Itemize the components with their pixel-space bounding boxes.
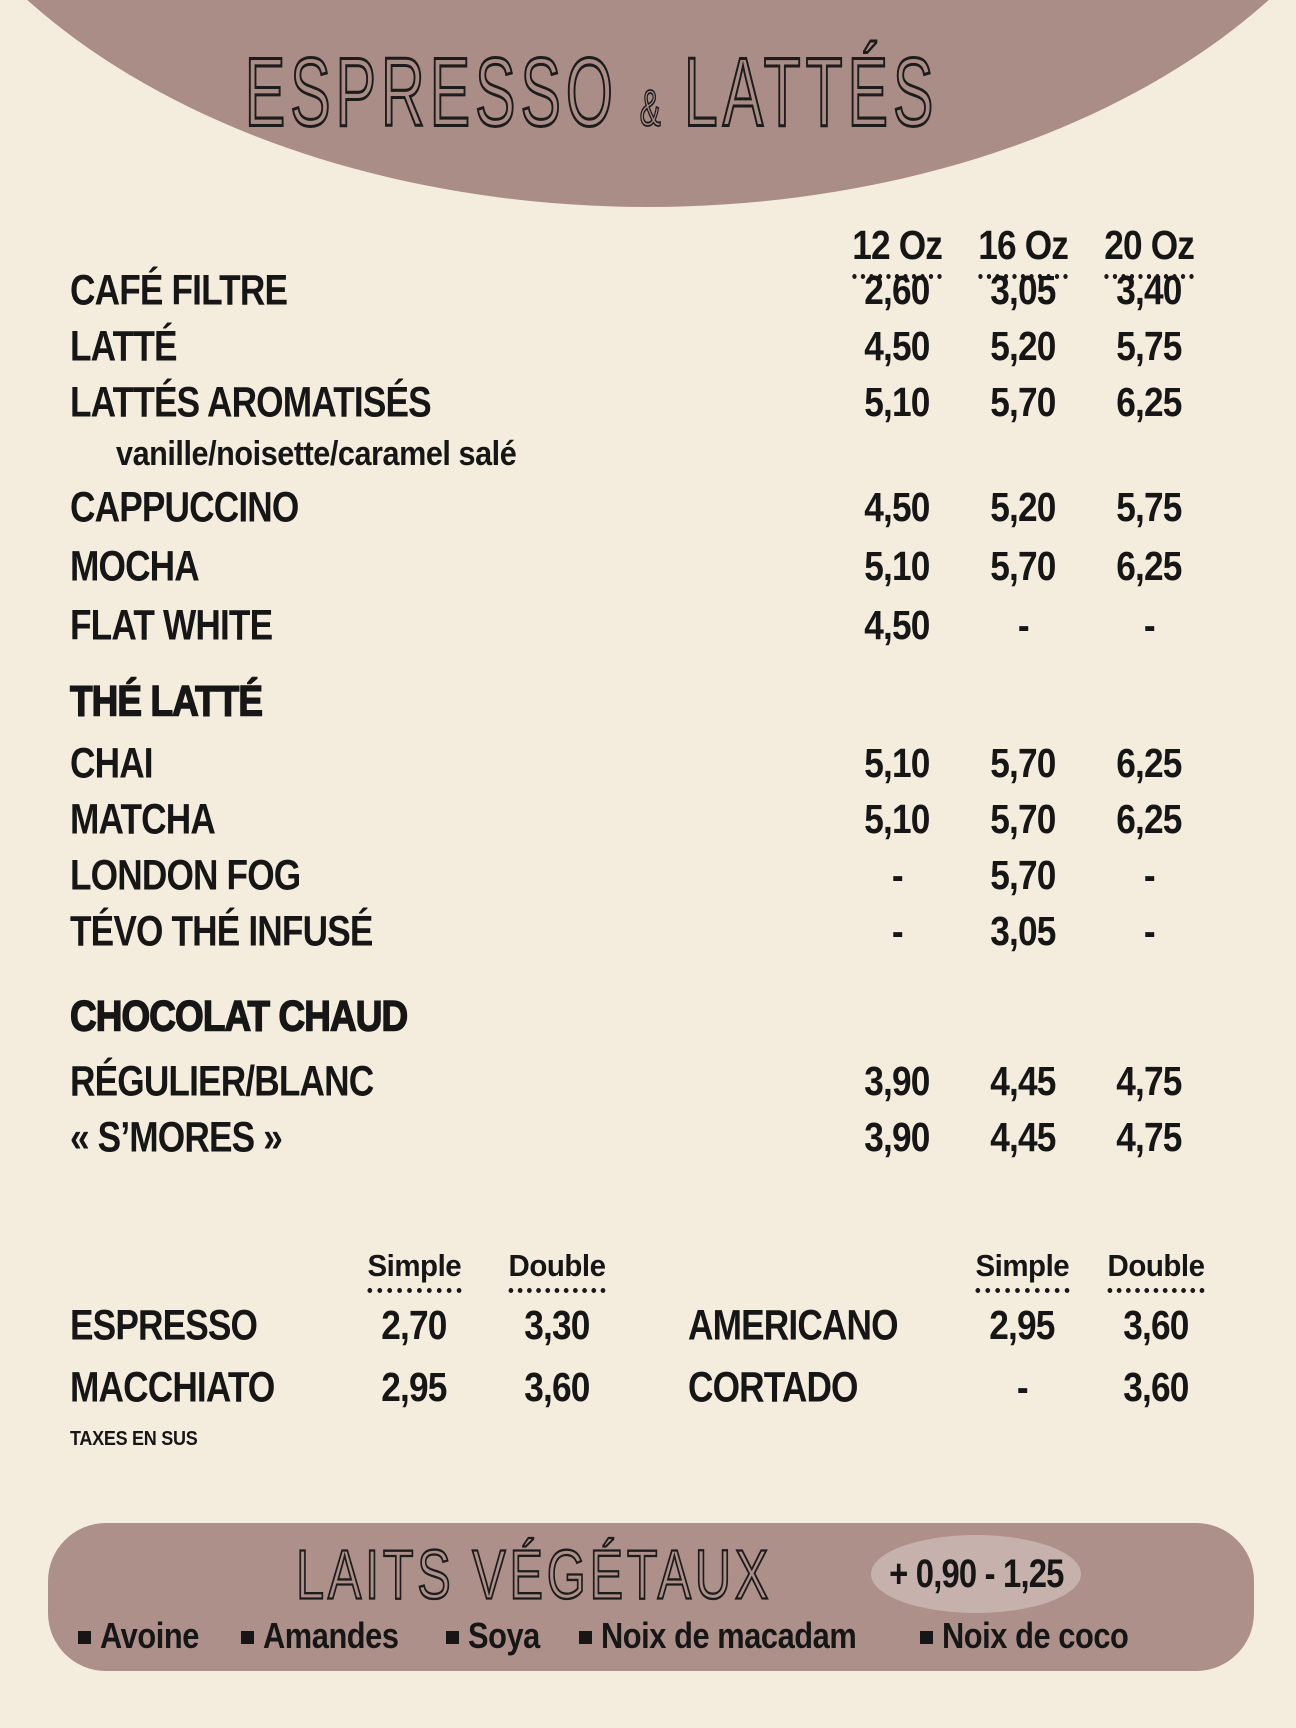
- milk-option: [446, 1617, 550, 1657]
- column-header-double: Double: [488, 1248, 626, 1293]
- item-name-text: CAFÉ FILTRE: [70, 265, 288, 314]
- menu-item-row: [70, 537, 1212, 596]
- price-value: 4,50: [864, 322, 930, 369]
- column-header-simple: Simple: [968, 1248, 1076, 1293]
- item-name-text: MOCHA: [70, 541, 199, 591]
- price-value: 4,45: [990, 1057, 1056, 1104]
- item-name-text: vanille/noisette/caramel salé: [116, 434, 517, 473]
- item-name-text: MATCHA: [70, 794, 215, 843]
- shot-name-text: CORTADO: [688, 1362, 858, 1411]
- item-name: [70, 543, 834, 590]
- section-header-row: [70, 655, 1212, 735]
- price-cell-20oz: [1086, 1114, 1212, 1161]
- milk-option-label: Noix de coco: [942, 1616, 1129, 1657]
- price-cell-20oz: [1086, 1058, 1212, 1105]
- shot-price-simple: [968, 1364, 1076, 1411]
- page-title-text: [245, 36, 938, 149]
- price-cell-16oz: [960, 484, 1086, 531]
- price-value: 5,10: [864, 795, 930, 842]
- milk-option-label: Soya: [468, 1616, 541, 1657]
- price-value: -: [1143, 907, 1155, 954]
- menu-item-row: [70, 430, 1212, 478]
- square-bullet-icon: [78, 1631, 91, 1644]
- item-name-text: « S’MORES »: [70, 1112, 282, 1161]
- price-value: 5,70: [990, 543, 1056, 589]
- price-cell-12oz: [834, 379, 960, 426]
- title-lattes: LATTÉS: [684, 37, 939, 147]
- column-header-16oz: 16 Oz: [960, 222, 1086, 279]
- price-value: 4,75: [1116, 1057, 1182, 1104]
- square-bullet-icon: [446, 1631, 459, 1644]
- column-header-double: Double: [1076, 1248, 1236, 1293]
- price-cell-16oz: [960, 796, 1086, 843]
- price-value: -: [1016, 1363, 1028, 1410]
- banner-title: LAITS VÉGÉTAUX: [296, 1534, 772, 1614]
- item-name-text: LATTÉ: [70, 321, 177, 370]
- shot-price-double: [488, 1364, 626, 1411]
- price-value: 3,05: [990, 266, 1056, 313]
- milk-option: [920, 1617, 1154, 1657]
- page-title: [0, 37, 1184, 147]
- price-value: 5,20: [990, 484, 1056, 530]
- price-value: 5,10: [864, 739, 930, 786]
- price-value: 5,75: [1116, 484, 1182, 530]
- menu-item-row: [70, 1053, 1212, 1109]
- column-header-20oz: 20 Oz: [1086, 222, 1212, 279]
- item-name: [70, 602, 834, 649]
- item-name-text: THÉ LATTÉ: [70, 676, 263, 725]
- section-header-row: [70, 959, 1212, 1053]
- milk-option-label: Avoine: [100, 1616, 199, 1657]
- price-value: -: [891, 851, 903, 898]
- menu-item-row: [70, 318, 1212, 374]
- price-value: 3,90: [864, 1113, 930, 1160]
- item-name-text: FLAT WHITE: [70, 600, 273, 650]
- menu-rows: [70, 262, 1212, 1165]
- price-cell-20oz: [1086, 740, 1212, 787]
- square-bullet-icon: [920, 1631, 933, 1644]
- size-columns-header: [70, 222, 1212, 268]
- price-cell-12oz: [834, 484, 960, 531]
- price-value: -: [1017, 602, 1029, 648]
- price-value: 6,25: [1116, 543, 1182, 589]
- item-name: [70, 993, 834, 1040]
- item-name: [70, 796, 834, 843]
- menu-item-row: [70, 1109, 1212, 1165]
- item-name-text: LONDON FOG: [70, 850, 301, 899]
- shot-name-text: ESPRESSO: [70, 1300, 258, 1349]
- taxes-footnote: TAXES EN SUS: [70, 1428, 198, 1450]
- shot-price-double: [488, 1302, 626, 1349]
- price-cell-20oz: [1086, 543, 1212, 590]
- item-name: [70, 678, 834, 725]
- shot-row: [688, 1356, 1236, 1418]
- price-cell-20oz: [1086, 484, 1212, 531]
- price-value: 3,30: [524, 1301, 590, 1348]
- price-value: 6,25: [1116, 378, 1182, 425]
- menu-item-row: [70, 596, 1212, 655]
- plant-milks-banner: [48, 1523, 1254, 1671]
- price-cell-16oz: [960, 1114, 1086, 1161]
- item-name: [70, 323, 834, 370]
- price-cell-20oz: [1086, 602, 1212, 649]
- price-value: 3,60: [1123, 1301, 1189, 1348]
- price-cell-16oz: [960, 323, 1086, 370]
- item-name-text: LATTÉS AROMATISÉS: [70, 377, 431, 426]
- price-value: 5,75: [1116, 322, 1182, 369]
- price-cell-12oz: [834, 602, 960, 649]
- banner-header: [48, 1531, 1254, 1617]
- milk-option: [241, 1617, 417, 1657]
- price-value: -: [1143, 851, 1155, 898]
- price-value: 3,60: [524, 1363, 590, 1410]
- item-name-text: RÉGULIER/BLANC: [70, 1056, 374, 1105]
- shot-row: [70, 1294, 626, 1356]
- shots-table-left: [70, 1248, 626, 1418]
- shot-row: [70, 1356, 626, 1418]
- price-value: 3,05: [990, 907, 1056, 954]
- shots-right-rows: [688, 1294, 1236, 1418]
- price-value: 2,95: [381, 1363, 447, 1410]
- item-name-text: TÉVO THÉ INFUSÉ: [70, 906, 373, 955]
- price-value: 5,70: [990, 739, 1056, 786]
- item-name: [70, 1114, 834, 1161]
- price-value: -: [891, 907, 903, 954]
- price-cell-12oz: [834, 908, 960, 955]
- shots-left-header: [70, 1248, 626, 1294]
- shot-name: [70, 1302, 340, 1349]
- shots-right-header: [688, 1248, 1236, 1294]
- item-flavours: [70, 435, 834, 474]
- price-value: 2,95: [989, 1301, 1055, 1348]
- menu-item-row: [70, 903, 1212, 959]
- shot-row: [688, 1294, 1236, 1356]
- shot-name: [70, 1364, 340, 1411]
- milk-option-label: Amandes: [263, 1616, 399, 1657]
- price-value: 2,60: [864, 266, 930, 313]
- item-name-text: CHAI: [70, 738, 153, 787]
- menu-item-row: [70, 791, 1212, 847]
- menu-item-row: [70, 262, 1212, 318]
- espresso-shots-section: [70, 1248, 1240, 1418]
- shot-name: [688, 1364, 968, 1411]
- shot-price-double: [1076, 1302, 1236, 1349]
- item-name: [70, 740, 834, 787]
- price-cell-16oz: [960, 1058, 1086, 1105]
- price-value: 6,25: [1116, 795, 1182, 842]
- price-value: 6,25: [1116, 739, 1182, 786]
- item-name: [70, 1058, 834, 1105]
- milk-option-label: Noix de macadam: [601, 1616, 857, 1657]
- drinks-price-table: [70, 222, 1212, 1165]
- shot-name-text: AMERICANO: [688, 1300, 898, 1349]
- shot-price-simple: [340, 1364, 488, 1411]
- shots-left-rows: [70, 1294, 626, 1418]
- price-value: 4,50: [864, 484, 930, 530]
- price-cell-16oz: [960, 852, 1086, 899]
- price-value: 3,90: [864, 1057, 930, 1104]
- price-cell-16oz: [960, 908, 1086, 955]
- shot-name: [688, 1302, 968, 1349]
- price-cell-20oz: [1086, 379, 1212, 426]
- price-value: 4,50: [864, 602, 930, 648]
- price-cell-20oz: [1086, 323, 1212, 370]
- price-value: 5,70: [990, 851, 1056, 898]
- price-value: 4,45: [990, 1113, 1056, 1160]
- item-name: [70, 379, 834, 426]
- price-cell-12oz: [834, 796, 960, 843]
- price-value: 5,10: [864, 543, 930, 589]
- title-espresso: ESPRESSO: [245, 37, 619, 147]
- column-header-12oz: 12 Oz: [834, 222, 960, 279]
- price-cell-12oz: [834, 543, 960, 590]
- price-value: 5,70: [990, 795, 1056, 842]
- price-cell-16oz: [960, 602, 1086, 649]
- price-cell-12oz: [834, 1114, 960, 1161]
- price-cell-16oz: [960, 379, 1086, 426]
- title-ampersand: &: [640, 80, 663, 138]
- shot-price-simple: [340, 1302, 488, 1349]
- price-cell-20oz: [1086, 852, 1212, 899]
- price-cell-12oz: [834, 323, 960, 370]
- price-badge-ellipse: [871, 1535, 1081, 1613]
- square-bullet-icon: [579, 1631, 592, 1644]
- price-value: 4,75: [1116, 1113, 1182, 1160]
- item-name: [70, 267, 834, 314]
- item-name: [70, 908, 834, 955]
- price-value: 3,60: [1123, 1363, 1189, 1410]
- item-name: [70, 852, 834, 899]
- badge-price-range: + 0,90 - 1,25: [888, 1551, 1064, 1596]
- price-cell-16oz: [960, 543, 1086, 590]
- menu-item-row: [70, 735, 1212, 791]
- price-value: 5,10: [864, 378, 930, 425]
- menu-item-row: [70, 374, 1212, 430]
- price-value: 2,70: [381, 1301, 447, 1348]
- price-value: -: [1143, 602, 1155, 648]
- price-value: 5,70: [990, 378, 1056, 425]
- item-name-text: CAPPUCCINO: [70, 482, 299, 532]
- price-value: 3,40: [1116, 266, 1182, 313]
- price-cell-12oz: [834, 852, 960, 899]
- milk-options-list: [48, 1617, 1254, 1657]
- price-cell-12oz: [834, 1058, 960, 1105]
- item-name: [70, 484, 834, 531]
- column-header-simple: Simple: [340, 1248, 488, 1293]
- price-cell-20oz: [1086, 796, 1212, 843]
- shot-price-double: [1076, 1364, 1236, 1411]
- item-name-text: CHOCOLAT CHAUD: [70, 991, 408, 1040]
- shot-name-text: MACCHIATO: [70, 1362, 275, 1411]
- menu-item-row: [70, 847, 1212, 903]
- price-cell-12oz: [834, 740, 960, 787]
- price-value: 5,20: [990, 322, 1056, 369]
- milk-option: [579, 1617, 891, 1657]
- menu-item-row: [70, 478, 1212, 537]
- price-cell-16oz: [960, 740, 1086, 787]
- price-cell-20oz: [1086, 908, 1212, 955]
- shot-price-simple: [968, 1302, 1076, 1349]
- shots-table-right: [688, 1248, 1236, 1418]
- milk-option: [78, 1617, 212, 1657]
- square-bullet-icon: [241, 1631, 254, 1644]
